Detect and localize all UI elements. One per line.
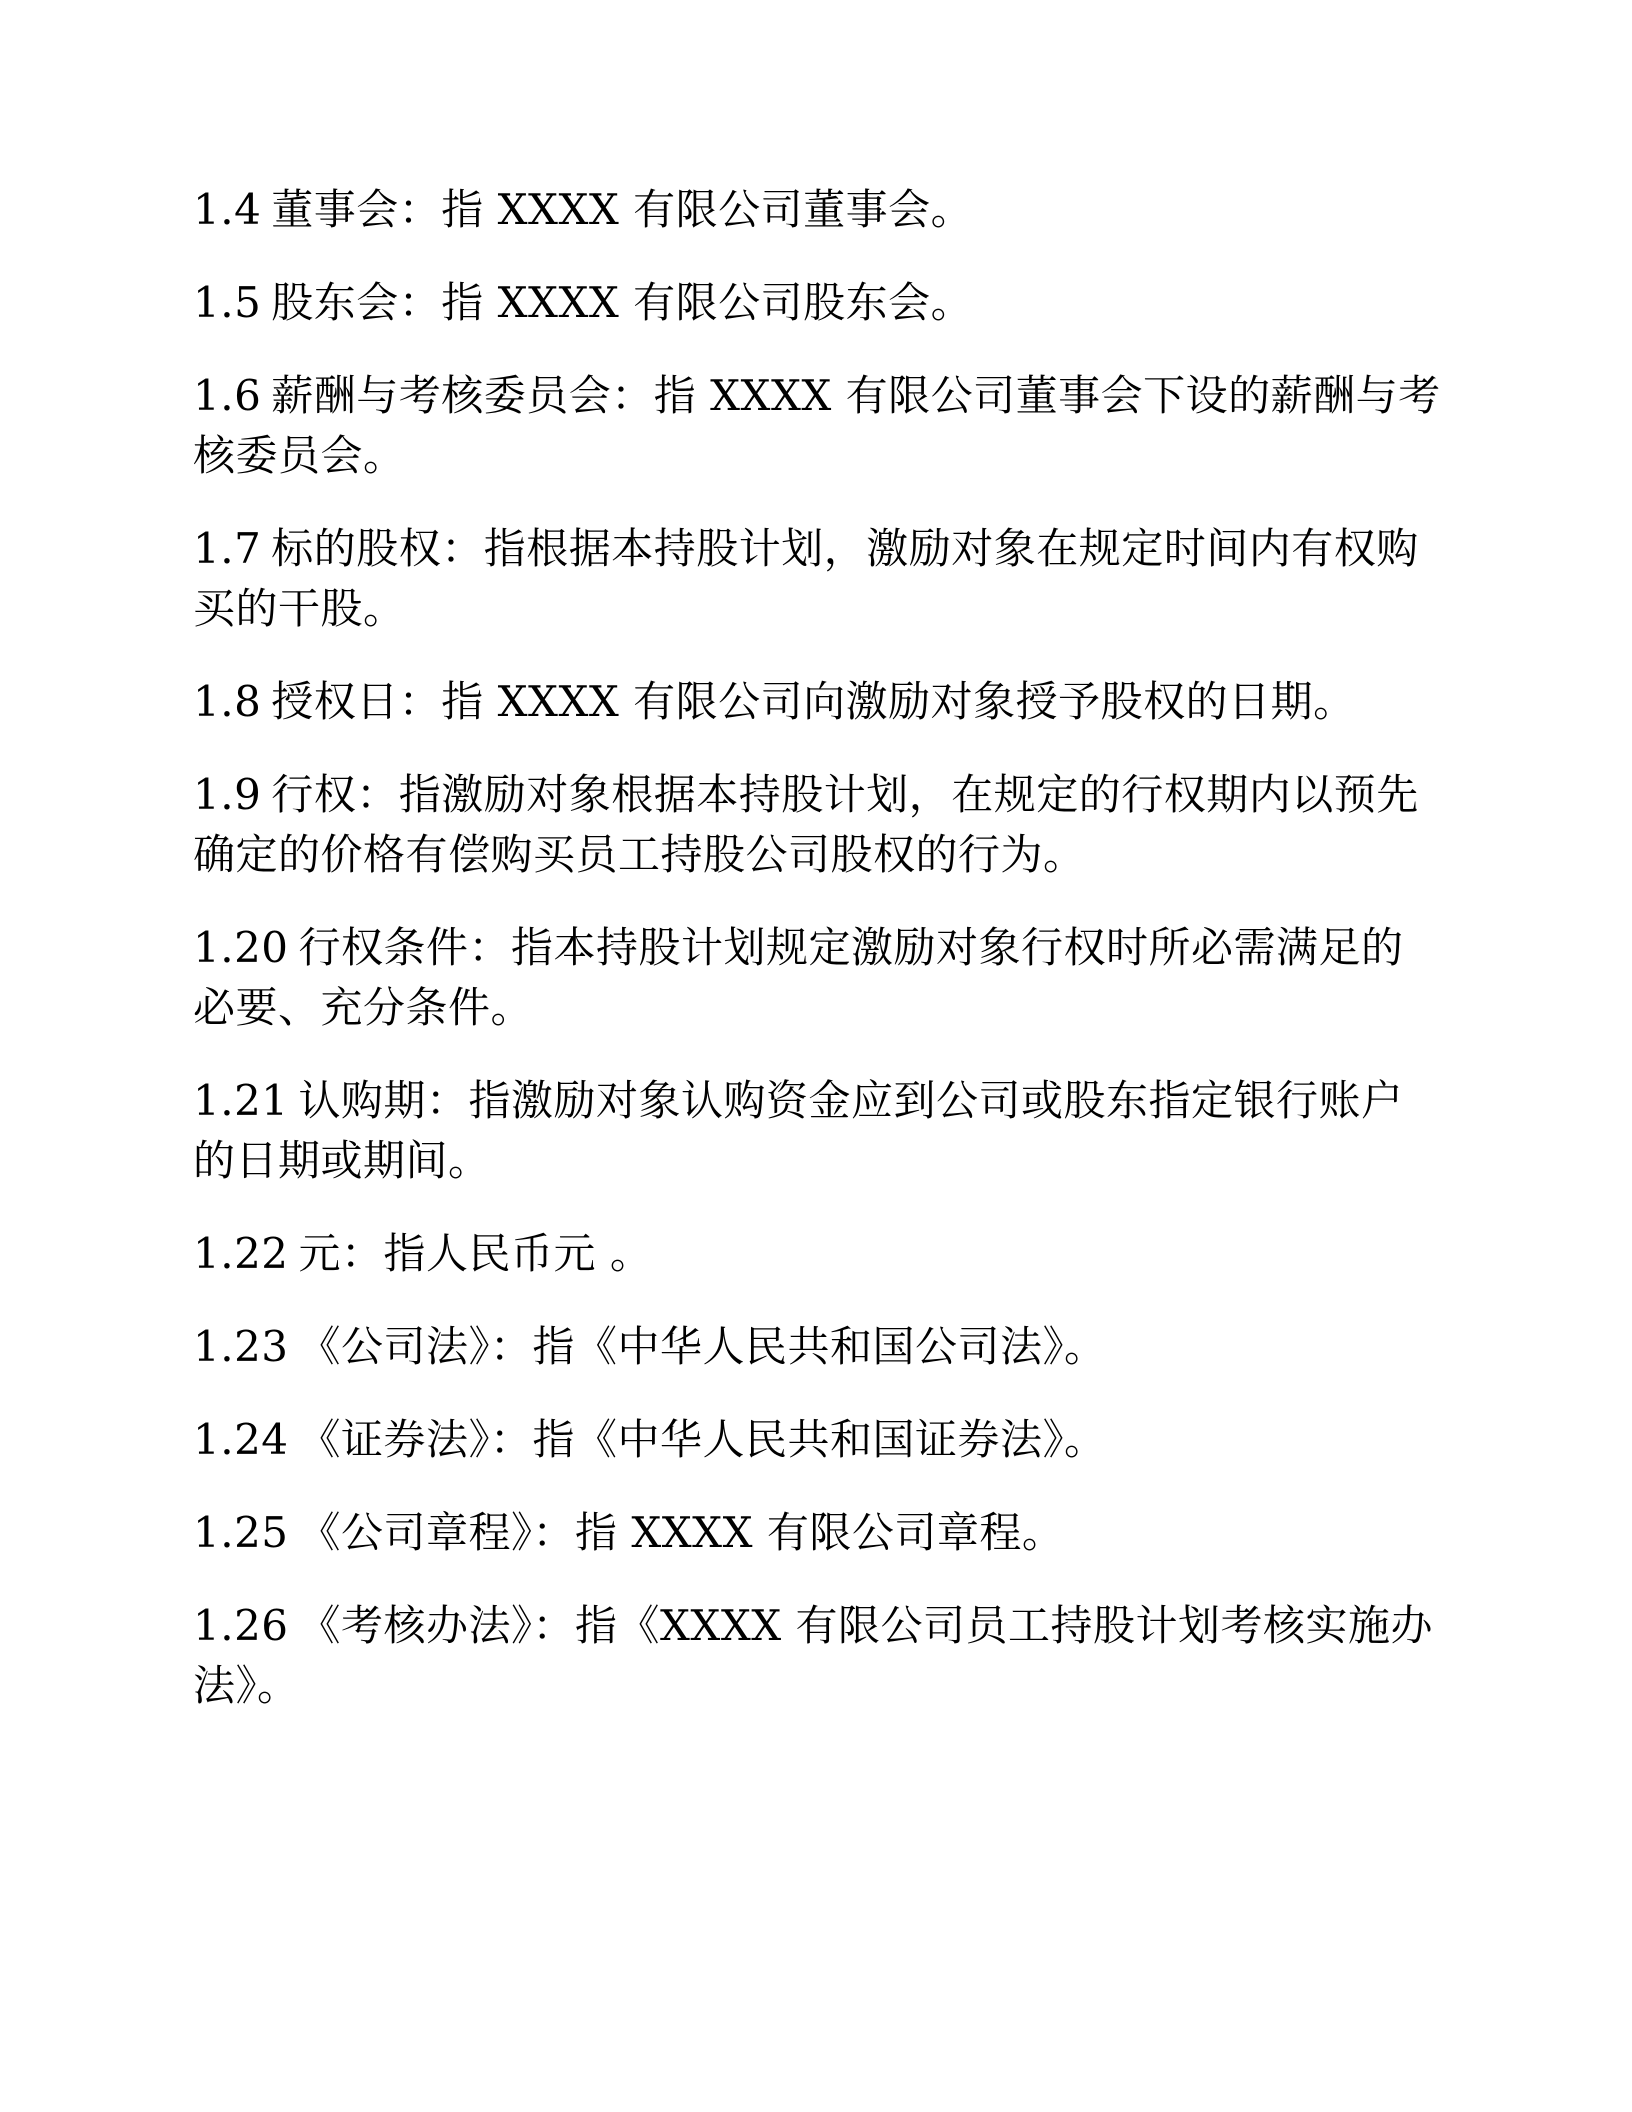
item-text: 行权条件：指本持股计划规定激励对象行权时所必需满足的必要、充分条件。 (193, 923, 1404, 1032)
item-text: 股东会：指 XXXX 有限公司股东会。 (271, 278, 974, 327)
item-text: 元：指人民币元 。 (298, 1229, 653, 1278)
item-text: 《考核办法》：指《XXXX 有限公司员工持股计划考核实施办法》。 (193, 1601, 1433, 1710)
definitions-list (193, 180, 1443, 1749)
item-text: 行权：指激励对象根据本持股计划，在规定的行权期内以预先确定的价格有偿购买员工持股公司股权的行为。 (193, 770, 1419, 879)
definition-item-1-4 (193, 180, 1443, 240)
item-number: 1.6 (193, 371, 262, 420)
item-number: 1.26 (193, 1601, 289, 1650)
item-text: 《公司章程》：指 XXXX 有限公司章程。 (298, 1508, 1065, 1557)
definition-item-1-26 (193, 1596, 1443, 1716)
definition-item-1-23 (193, 1317, 1443, 1377)
item-number: 1.20 (193, 923, 289, 972)
definition-item-1-8 (193, 672, 1443, 732)
item-number: 1.4 (193, 185, 262, 234)
item-number: 1.7 (193, 524, 262, 573)
item-number: 1.25 (193, 1508, 289, 1557)
definition-item-1-6 (193, 366, 1443, 486)
item-number: 1.9 (193, 770, 262, 819)
definition-item-1-5 (193, 273, 1443, 333)
item-number: 1.22 (193, 1229, 289, 1278)
item-text: 标的股权：指根据本持股计划，激励对象在规定时间内有权购买的干股。 (193, 524, 1419, 633)
item-number: 1.21 (193, 1076, 289, 1125)
definition-item-1-21 (193, 1071, 1443, 1191)
item-text: 《证券法》：指《中华人民共和国证券法》。 (298, 1415, 1107, 1464)
item-text: 《公司法》：指《中华人民共和国公司法》。 (298, 1322, 1107, 1371)
definition-item-1-24 (193, 1410, 1443, 1470)
definition-item-1-9 (193, 765, 1443, 885)
item-number: 1.24 (193, 1415, 289, 1464)
item-text: 认购期：指激励对象认购资金应到公司或股东指定银行账户的日期或期间。 (193, 1076, 1404, 1185)
definition-item-1-25 (193, 1503, 1443, 1563)
item-text: 董事会：指 XXXX 有限公司董事会。 (271, 185, 974, 234)
definition-item-1-20 (193, 918, 1443, 1038)
item-number: 1.5 (193, 278, 262, 327)
item-text: 授权日：指 XXXX 有限公司向激励对象授予股权的日期。 (271, 677, 1356, 726)
item-number: 1.23 (193, 1322, 289, 1371)
definition-item-1-7 (193, 519, 1443, 639)
item-number: 1.8 (193, 677, 262, 726)
definition-item-1-22 (193, 1224, 1443, 1284)
item-text: 薪酬与考核委员会：指 XXXX 有限公司董事会下设的薪酬与考核委员会。 (193, 371, 1441, 480)
